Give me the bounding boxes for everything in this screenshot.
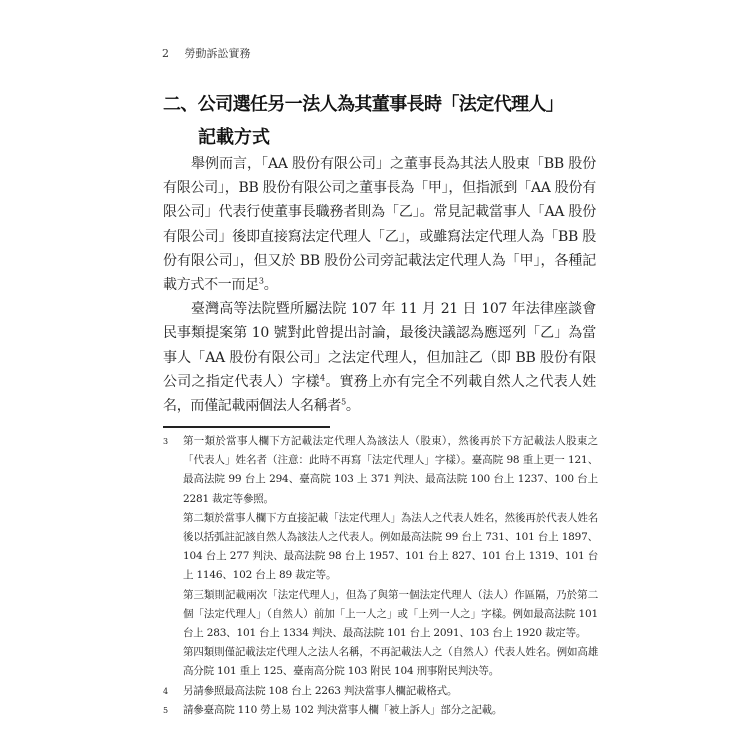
running-head (162, 45, 251, 61)
paragraph-1-text: 舉例而言，「AA 股份有限公司」之董事長為其法人股東「BB 股份有限公司」，BB 股份有限公司之董事長為「甲」，但指派到「AA 股份有限公司」代表行使董事長職務者則為「乙」。常見記載當事人「AA 股份有限公司」後即直接寫法定代理人「乙」，或雖寫法定代理人為「BB 股份有限公司」，但又於 BB 股份公司旁記載法定代理人為「甲」，各種記載方式不一而足 (163, 156, 596, 294)
footnote-ref-3[interactable]: 3 (258, 276, 264, 286)
paragraph-2 (163, 297, 596, 418)
paragraph-1 (163, 152, 596, 297)
footnote-3 (163, 432, 598, 682)
paragraph-2-end: 。 (345, 398, 360, 415)
section-heading-line-1: 二、公司選任另一法人為其董事長時「法定代理人」 (163, 94, 564, 115)
footnote-5-text: 請參臺高院 110 勞上易 102 判決當事人欄「被上訴人」部分之記載。 (183, 703, 503, 716)
footnote-4-text: 另請參照最高法院 108 台上 2263 判決當事人欄記載格式。 (183, 684, 458, 697)
body-text (163, 152, 596, 418)
paragraph-2-text-a: 臺灣高等法院暨所屬法院 107 年 11 月 21 日 107 年法律座談會民事類提案第 10 號對此曾提出討論，最後決議認為應逕列「乙」為當事人「AA 股份有限公司」之法定代理人，但加註乙（即 BB 股份有限公司之指定代表人）字樣 (163, 301, 596, 390)
footnote-3-para-4: 第四類則僅記載法定代理人之法人名稱，不再記載法人之（自然人）代表人姓名。例如高雄高分院 101 重上 125、臺南高分院 103 附民 104 刑事附民判決等。 (183, 646, 598, 678)
footnote-3-para-1: 第一類於當事人欄下方記載法定代理人為該法人（股東），然後再於下方記載法人股東之「代表人」姓名者（注意：此時不再寫「法定代理人」字樣）。臺高院 98 重上更一 121、最高法院 99 台上 294、臺高院 103 上 371 判決、最高法院 100 台上 1237、100 台上 2281 裁定等參照。 (183, 435, 598, 505)
paragraph-1-end: 。 (263, 277, 278, 294)
footnote-3-para-2: 第二類於當事人欄下方直接記載「法定代理人」為法人之代表人姓名，然後再於代表人姓名後以括弧註記該自然人為該法人之代表人。例如最高法院 99 台上 731、101 台上 1897、104 台上 277 判決、最高法院 98 台上 1957、101 台上 827、101 台上 1319、101 台上 1146、102 台上 89 裁定等。 (183, 511, 598, 582)
footnote-4 (163, 682, 598, 701)
footnote-5 (163, 701, 598, 720)
page-number: 2 (162, 47, 169, 60)
footnotes (163, 432, 598, 720)
footnote-3-para-3: 第三類則記載兩次「法定代理人」，但為了與第一個法定代理人（法人）作區隔，乃於第二個「法定代理人」（自然人）前加「上一人之」或「上列一人之」字樣。例如最高法院 101 台上 283、101 台上 1334 判決、最高法院 101 台上 2091、103 台上 1920 裁定等。 (183, 588, 598, 640)
paragraph-2-text-b: 。實務上亦有完全不列載自然人之代表人姓名，而僅記載兩個法人名稱者 (163, 373, 596, 415)
footnote-ref-4[interactable]: 4 (320, 373, 325, 383)
footnote-ref-5[interactable]: 5 (341, 397, 346, 407)
footnote-mark: 3 (163, 437, 168, 446)
section-heading-line-2: 記載方式 (198, 127, 270, 148)
footnote-separator (163, 426, 330, 428)
book-title: 勞動訴訟實務 (184, 47, 251, 60)
section-heading (163, 88, 603, 154)
footnote-mark: 5 (163, 705, 168, 715)
footnote-mark: 4 (163, 686, 168, 696)
